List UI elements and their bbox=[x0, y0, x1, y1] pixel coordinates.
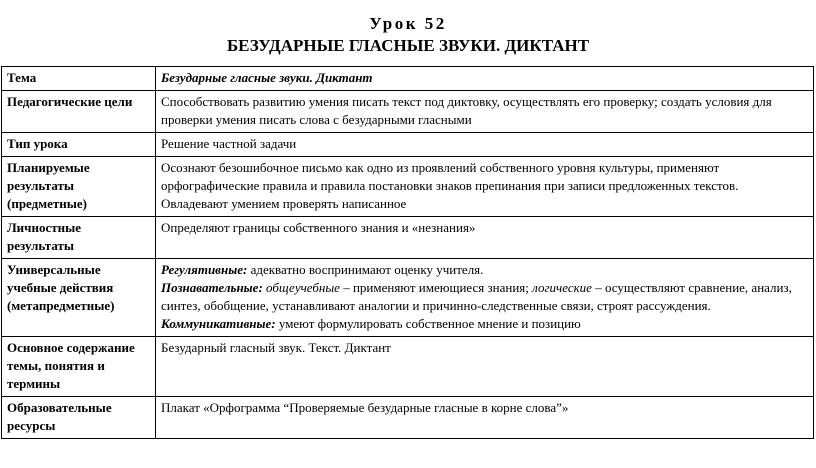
row-label: Основное содержание темы, понятия и термины bbox=[2, 337, 156, 397]
table-row-universal-actions bbox=[2, 259, 814, 337]
row-label: Универсальные учебные действия (метапредметные) bbox=[2, 259, 156, 337]
lesson-number: Урок 52 bbox=[369, 14, 447, 33]
row-value: Решение частной задачи bbox=[156, 133, 814, 157]
table-row-resources bbox=[2, 397, 814, 439]
communicative-title: Коммуникативные: bbox=[161, 316, 276, 331]
regulative-text: адекватно воспринимают оценку учителя. bbox=[247, 262, 484, 277]
row-value: Безударные гласные звуки. Диктант bbox=[156, 67, 814, 91]
table-row-main-content bbox=[2, 337, 814, 397]
table-row-personal-results bbox=[2, 217, 814, 259]
row-label: Образовательные ресурсы bbox=[2, 397, 156, 439]
regulative-title: Регулятивные: bbox=[161, 262, 248, 277]
table-row-goals bbox=[2, 91, 814, 133]
table-row-subject-results bbox=[2, 157, 814, 217]
cognitive-logical: логические bbox=[532, 280, 592, 295]
lesson-plan-table bbox=[1, 66, 814, 439]
row-value: Плакат «Орфограмма “Проверяемые безударные гласные в корне слова”» bbox=[156, 397, 814, 439]
cognitive-logical-text: – осуществляют сравнение, анализ, синтез, обобщение, устанавливают аналогии и причинно-следственные связи, строят рассуждения. bbox=[161, 280, 792, 313]
row-value: Способствовать развитию умения писать текст под диктовку, осуществлять его проверку; создать условия для проверки умения писать слова с безударными гласными bbox=[156, 91, 814, 133]
communicative-text: умеют формулировать собственное мнение и позицию bbox=[275, 316, 581, 331]
row-label: Тема bbox=[2, 67, 156, 91]
row-label: Личностные результаты bbox=[2, 217, 156, 259]
row-value bbox=[156, 259, 814, 337]
row-label: Тип урока bbox=[2, 133, 156, 157]
row-value: Определяют границы собственного знания и «незнания» bbox=[156, 217, 814, 259]
row-value: Осознают безошибочное письмо как одно из проявлений собственного уровня культуры, применяют орфографические правила и правила постановки знаков препинания при записи предложенных текстов. Овладевают умением проверять написанное bbox=[156, 157, 814, 217]
table-row-topic bbox=[2, 67, 814, 91]
row-label: Планируемые результаты (предметные) bbox=[2, 157, 156, 217]
cognitive-title: Познавательные: bbox=[161, 280, 263, 295]
lesson-title: БЕЗУДАРНЫЕ ГЛАСНЫЕ ЗВУКИ. ДИКТАНТ bbox=[226, 36, 590, 55]
row-label: Педагогические цели bbox=[2, 91, 156, 133]
row-value: Безударный гласный звук. Текст. Диктант bbox=[156, 337, 814, 397]
table-row-lesson-type bbox=[2, 133, 814, 157]
cognitive-general-text: – применяют имеющиеся знания; bbox=[339, 280, 533, 295]
cognitive-general: общеучебные bbox=[266, 280, 340, 295]
